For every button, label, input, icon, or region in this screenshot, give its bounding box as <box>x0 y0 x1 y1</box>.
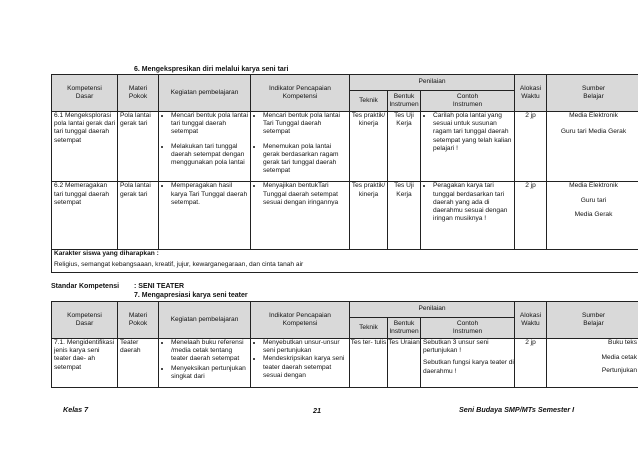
indikator-cell <box>251 182 350 250</box>
contoh-cell <box>421 182 515 250</box>
kegiatan-cell <box>159 112 251 182</box>
indikator-cell <box>251 339 350 388</box>
sumber-item: Media Elektronik <box>569 182 618 190</box>
sumber-item: Guru tari Media Gerak <box>560 128 627 136</box>
alokasi-cell: 2 jp <box>515 112 547 182</box>
teknik-cell: Tes praktik/ kinerja <box>350 182 388 250</box>
list-item: • Menyajikan bentukTari Tunggal daerah setempat sesuai dengan iringannya <box>263 182 349 207</box>
standar-label: Standar Kompetensi <box>51 283 120 290</box>
header-indikator: Indikator Pencapaian Kompetensi <box>251 75 350 112</box>
header-penilaian: Penilaian <box>350 75 515 91</box>
contoh-cell <box>421 112 515 182</box>
header-kompetensi-dasar: Kompetensi Dasar <box>52 75 118 112</box>
standar-sub: 7. Mengapresiasi karya seni teater <box>134 292 248 299</box>
table-row <box>52 112 638 182</box>
list-item: • Mendeskripsikan karya seni teater daerah setempat sesuai dengan <box>263 355 349 380</box>
list-item: • Peragakan karya tari tunggal berdasarkan tari daerah yang ada di daerahmu sesuai dengan iringan musiknya ! <box>433 182 514 223</box>
sumber-cell <box>547 112 638 182</box>
header-materi-pokok: Materi Pokok <box>118 75 159 112</box>
header-kompetensi-dasar: Kompetensi Dasar <box>52 302 118 339</box>
silabus-table-2 <box>51 301 638 388</box>
list-item: • Menyeksikan pertunjukan singkat dari <box>171 365 250 381</box>
kd-cell: 6.1 Mengeksplorasi pola lantai gerak dari tari tunggal daerah setempat <box>52 112 118 182</box>
list-item: • Carilah pola lantai yang sesuai untuk susunan ragam tari tunggal daerah setempat yang telah kalian pelajari ! <box>433 112 514 153</box>
header-materi-pokok: Materi Pokok <box>118 302 159 339</box>
kegiatan-cell <box>159 339 251 388</box>
sumber-item: Pertunjukan <box>601 367 638 375</box>
list-item: • Menyebutkan unsur-unsur seni pertunjukan <box>263 339 349 355</box>
teknik-cell: Tes ter- tulis <box>350 339 388 388</box>
header-teknik: Teknik <box>350 91 388 112</box>
contoh-cell <box>421 339 515 388</box>
alokasi-cell: 2 jp <box>515 339 547 388</box>
karakter-label: Karakter siswa yang diharapkan : <box>52 250 638 261</box>
standar-value: : SENI TEATER <box>134 283 185 290</box>
header-sumber: Sumber Belajar <box>547 302 638 339</box>
list-item: • Memperagakan hasil karya Tari Tunggal daerah setempat. <box>171 182 250 207</box>
header-teknik: Teknik <box>350 318 388 339</box>
header-kegiatan: Kegiatan pembelajaran <box>159 302 251 339</box>
page-number: 21 <box>313 406 321 415</box>
header-contoh: Contoh Instrumen <box>421 318 515 339</box>
contoh-item: Sebutkan 3 unsur seni pertunjukan ! <box>423 339 489 355</box>
contoh-item: Sebutkan fungsi karya teater di daerahmu ! <box>423 359 514 375</box>
header-alokasi: Alokasi Waktu <box>515 75 547 112</box>
materi-cell: Teater daerah <box>118 339 159 388</box>
materi-cell: Pola lantai gerak tari <box>118 112 159 182</box>
header-alokasi: Alokasi Waktu <box>515 302 547 339</box>
materi-cell: Pola lantai gerak tari <box>118 182 159 250</box>
section1-heading: 6. Mengekspresikan diri melalui karya seni tari <box>134 66 289 73</box>
silabus-table-1 <box>51 74 638 273</box>
header-penilaian: Penilaian <box>350 302 515 318</box>
sumber-item: Buku teks <box>608 339 638 346</box>
sumber-item: Media Elektronik <box>569 112 618 119</box>
sumber-item: Media cetak <box>601 354 638 362</box>
list-item: • Mencari bentuk pola lantai tari tunggal daerah setempat <box>171 112 250 137</box>
kegiatan-cell <box>159 182 251 250</box>
kd-cell: 7.1. Mengidentifikasi jenis karya seni teater dae- ah setempat <box>52 339 118 388</box>
indikator-cell <box>251 112 350 182</box>
list-item: • Menelaah buku referensi /media cetak tentang teater daerah setempat <box>171 339 250 364</box>
header-sumber: Sumber Belajar <box>547 75 638 112</box>
header-bentuk: Bentuk Instrumen <box>388 318 421 339</box>
header-contoh: Contoh Instrumen <box>421 91 515 112</box>
sumber-item: Guru tari <box>580 196 607 204</box>
bentuk-cell: Tes Uji Kerja <box>388 182 421 250</box>
footer-subject: Seni Budaya SMP/MTs Semester I <box>459 405 575 414</box>
list-item: • Menemukan pola lantai gerak berdasarkan ragam gerak tari tunggal daerah setempat <box>263 143 349 176</box>
kd-cell: 6.2 Memeragakan tari tunggal daerah setempat <box>52 182 118 250</box>
header-kegiatan: Kegiatan pembelajaran <box>159 75 251 112</box>
footer-kelas: Kelas 7 <box>63 405 89 414</box>
sumber-cell <box>547 339 638 388</box>
sumber-item: Media Gerak <box>574 210 613 218</box>
karakter-text: Religius, semangat kebangsaaan, kreatif, jujur, kewarganegaraan, dan cinta tanah air <box>52 261 638 273</box>
header-bentuk: Bentuk Instrumen <box>388 91 421 112</box>
teknik-cell: Tes praktik/ kinerja <box>350 112 388 182</box>
table-row <box>52 182 638 250</box>
list-item: • Melakukan tari tunggal daerah setempat dengan menggunakan pola lantai <box>171 143 250 168</box>
bentuk-cell: Tes Uji Kerja <box>388 112 421 182</box>
sumber-cell <box>547 182 638 250</box>
bentuk-cell: Tes Uraian <box>388 339 421 388</box>
header-indikator: Indikator Pencapaian Kompetensi <box>251 302 350 339</box>
alokasi-cell: 2 jp <box>515 182 547 250</box>
table-row <box>52 339 638 388</box>
list-item: • Mencari bentuk pola lantai Tari Tunggal daerah setempat <box>263 112 349 137</box>
